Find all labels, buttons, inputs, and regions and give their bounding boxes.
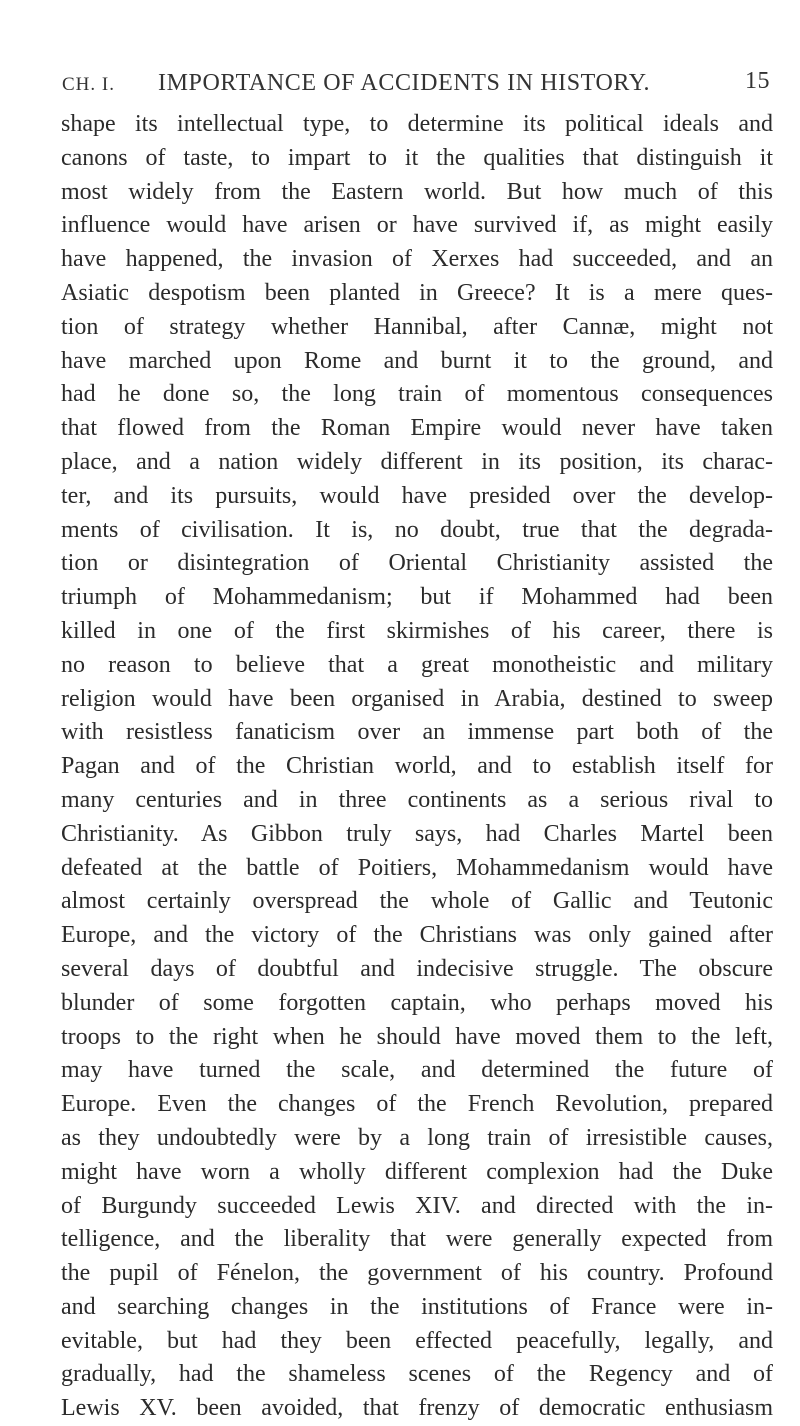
text-line: killed in one of the first skirmishes of his career, there is <box>61 617 773 644</box>
text-line: canons of taste, to impart to it the qualities that distinguish it <box>61 144 773 171</box>
text-line: religion would have been organised in Arabia, destined to sweep <box>61 685 773 712</box>
text-line: place, and a nation widely different in its position, its charac- <box>61 448 773 475</box>
text-line: have happened, the invasion of Xerxes had succeeded, and an <box>61 246 773 273</box>
text-line: many centuries and in three continents as a serious rival to <box>61 786 773 813</box>
text-line: evitable, but had they been effected peacefully, legally, and <box>61 1327 773 1354</box>
text-line: gradually, had the shameless scenes of the Regency and of <box>61 1361 773 1388</box>
page-number: 15 <box>745 68 770 94</box>
text-line: most widely from the Eastern world. But how much of this <box>61 178 773 205</box>
text-line: almost certainly overspread the whole of Gallic and Teutonic <box>61 888 773 915</box>
text-line: Pagan and of the Christian world, and to establish itself for <box>61 753 773 780</box>
text-line: triumph of Mohammedanism; but if Mohammed had been <box>61 584 773 611</box>
text-line: that flowed from the Roman Empire would never have taken <box>61 415 773 442</box>
text-line: have marched upon Rome and burnt it to the ground, and <box>61 347 773 374</box>
text-line: as they undoubtedly were by a long train of irresistible causes, <box>61 1124 773 1151</box>
text-line: defeated at the battle of Poitiers, Mohammedanism would have <box>61 854 773 881</box>
text-line: may have turned the scale, and determined the future of <box>61 1057 773 1084</box>
text-line: shape its intellectual type, to determine its political ideals and <box>61 111 773 137</box>
running-title: IMPORTANCE OF ACCIDENTS IN HISTORY. <box>158 70 651 96</box>
running-head <box>62 68 774 102</box>
text-line: the pupil of Fénelon, the government of his country. Profound <box>61 1260 773 1287</box>
text-line: with resistless fanaticism over an immense part both of the <box>61 719 773 746</box>
text-line: blunder of some forgotten captain, who perhaps moved his <box>61 989 773 1016</box>
text-line: had he done so, the long train of momentous consequences <box>61 381 773 408</box>
text-line: tion or disintegration of Oriental Christianity assisted the <box>61 550 773 577</box>
text-line: influence would have arisen or have survived if, as might easily <box>61 212 773 239</box>
chapter-label: CH. I. <box>62 74 115 95</box>
text-line: telligence, and the liberality that were generally expected from <box>61 1226 773 1253</box>
text-line: ments of civilisation. It is, no doubt, true that the degrada- <box>61 516 773 543</box>
text-line: ter, and its pursuits, would have presided over the develop- <box>61 482 773 509</box>
body-text <box>61 108 773 1426</box>
text-line: Europe. Even the changes of the French Revolution, prepared <box>61 1091 773 1118</box>
text-line: of Burgundy succeeded Lewis XIV. and directed with the in- <box>61 1192 773 1219</box>
text-line: Lewis XV. been avoided, that frenzy of democratic enthusiasm <box>61 1395 773 1422</box>
text-line: tion of strategy whether Hannibal, after Cannæ, might not <box>61 313 773 340</box>
text-line: several days of doubtful and indecisive struggle. The obscure <box>61 955 773 982</box>
text-line: Asiatic despotism been planted in Greece? It is a mere ques- <box>61 279 773 306</box>
text-line: Christianity. As Gibbon truly says, had Charles Martel been <box>61 820 773 847</box>
text-line: troops to the right when he should have moved them to the left, <box>61 1023 773 1050</box>
text-line: no reason to believe that a great monotheistic and military <box>61 651 773 678</box>
text-line: Europe, and the victory of the Christians was only gained after <box>61 922 773 949</box>
text-line: might have worn a wholly different complexion had the Duke <box>61 1158 773 1185</box>
text-line: and searching changes in the institutions of France were in- <box>61 1293 773 1320</box>
